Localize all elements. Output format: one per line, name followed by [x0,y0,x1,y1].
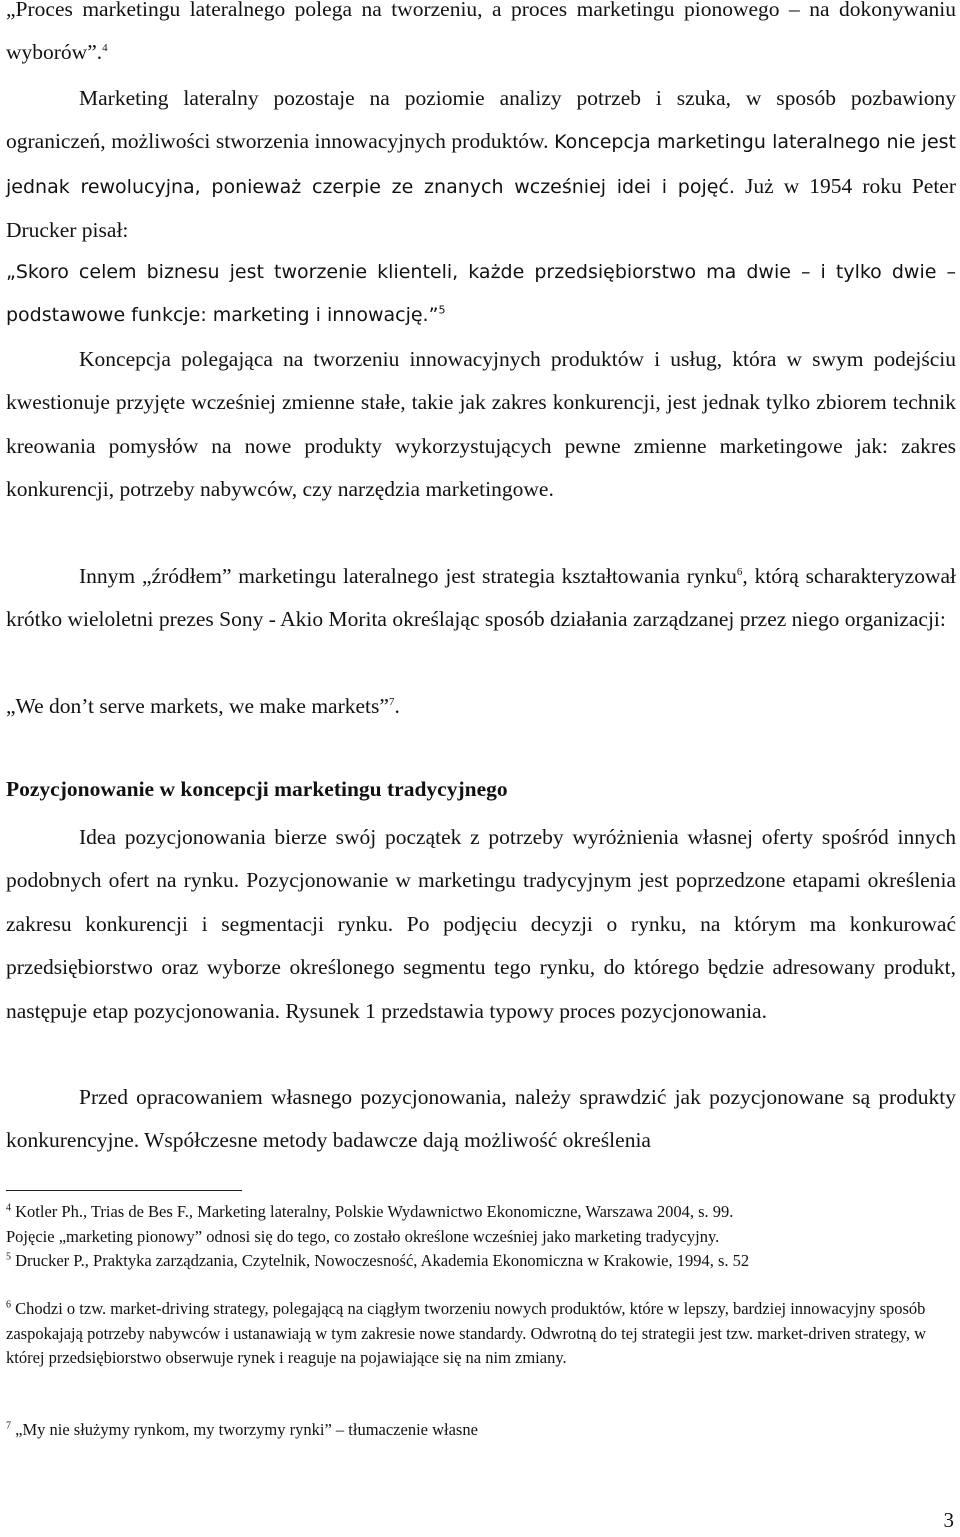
paragraph-positioning-idea: Idea pozycjonowania bierze swój początek z potrzeby wyróżnienia własnej oferty spośród innych podobnych ofert na rynku. Pozycjonowanie w marketingu tradycyjnym jest poprzedzone etapami określenia zakresu konkurencji i segmentacji rynku. Po podjęciu decyzji o rynku, na którym ma konkurować przedsiębiorstwo oraz wyborze określonego segmentu tego rynku, do którego będzie adresowany produkt, następuje etap pozycjonowania. Rysunek 1 przedstawia typowy proces pozycjonowania. [6,825,956,1023]
paragraph-market-driving: Innym „źródłem” marketingu lateralnego jest strategia kształtowania rynku$^6$, którą scharakteryzował krótko wieloletni prezes Sony - Akio Morita określając sposób działania zarządzanej przez niego organizacji: [6,564,956,632]
footnote-5: $^5$ Drucker P., Praktyka zarządzania, Czytelnik, Nowoczesność, Akademia Ekonomiczna w Krakowie, 1994, s. 52 [6,1251,750,1270]
footnote-ref-7: 7 [388,695,395,708]
footnote-separator [6,1190,242,1191]
footnote-7: $^7$ „My nie służymy rynkom, my tworzymy rynki” – tłumaczenie własne [6,1420,478,1439]
footnote-ref-6: 6 [736,565,743,578]
quote-drucker: „Skoro celem biznesu jest tworzenie klienteli, każde przedsiębiorstwo ma dwie – i tylko dwie – podstawowe funkcje: marketing i innowację.”$^5$ [6,261,956,327]
paragraph-lateral-marketing: Marketing lateralny pozostaje na poziomie analizy potrzeb i szuka, w sposób pozbawiony ograniczeń, możliwości stworzenia innowacyjnych produktów. Koncepcja marketingu lateralnego nie jest jednak rewolucyjna, ponieważ czerpie ze znanych wcześniej idei i pojęć. Już w 1954 roku Peter Drucker pisał: [6,86,956,243]
paragraph-quote-kotler: „Proces marketingu lateralnego polega na tworzeniu, a proces marketingu pionowego – na dokonywaniu wyborów”.$^4$ [6,0,956,65]
footnote-ref-5: 5 [438,304,446,318]
footnote-6: $^6$ Chodzi o tzw. market-driving strategy, polegającą na ciągłym tworzeniu nowych produktów, które w lepszy, bardziej innowacyjny sposób zaspokajają potrzeby nabywców i ustanawiają w tym zakresie nowe standardy. Odwrotną do tej strategii jest tzw. market-driven strategy, w której przedsiębiorstwo obserwuje rynek i reaguje na pojawiające się na nim zmiany. [6,1299,927,1367]
paragraph-competition: Przed opracowaniem własnego pozycjonowania, należy sprawdzić jak pozycjonowane są produkty konkurencyjne. Współczesne metody badawcze dają możliwość określenia [6,1085,956,1153]
footnote-4: $^4$ Kotler Ph., Trias de Bes F., Marketing lateralny, Polskie Wydawnictwo Ekonomiczne, Warszawa 2004, s. 99. Pojęcie „marketing pionowy” odnosi się do tego, co zostało określone wcześniej jako marketing tradycyjny. [6,1202,734,1246]
paragraph-concept: Koncepcja polegająca na tworzeniu innowacyjnych produktów i usług, która w swym podejściu kwestionuje przyjęte wcześniej zmienne stałe, takie jak zakres konkurencji, jest jednak tylko zbiorem technik kreowania pomysłów na nowe produkty wykorzystujących pewne zmienne marketingowe jak: zakres konkurencji, potrzeby nabywców, czy narzędzia marketingowe. [6,347,956,502]
quote-morita: „We don’t serve markets, we make markets”$^7$. [6,694,400,718]
page-number: 3 [943,1508,954,1532]
footnote-ref-4: 4 [102,42,108,55]
section-heading: Pozycjonowanie w koncepcji marketingu tradycyjnego [6,777,508,801]
